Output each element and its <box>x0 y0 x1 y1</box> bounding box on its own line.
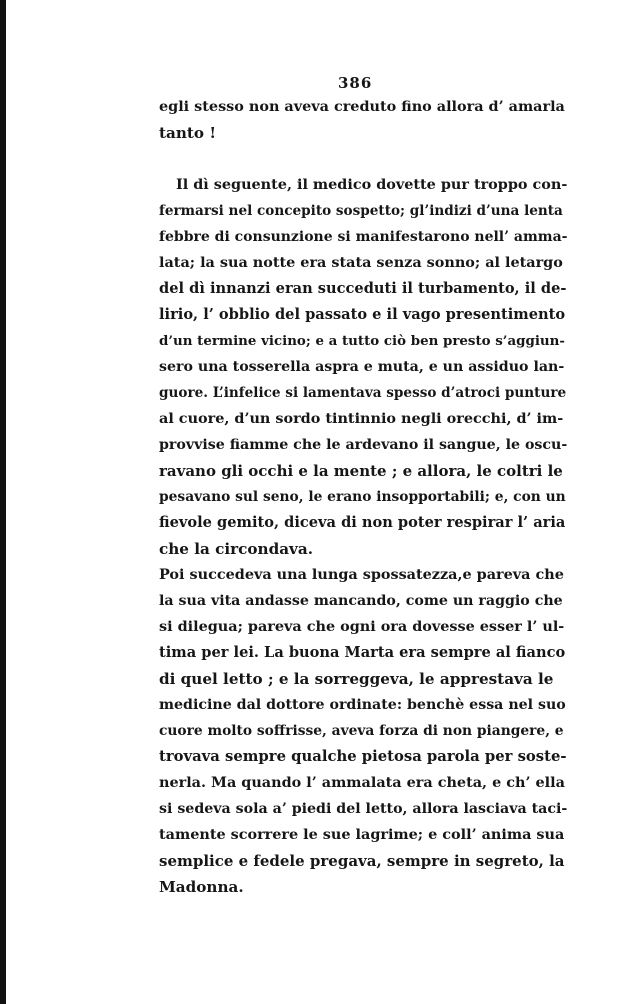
text-line: tima per lei. La buona Marta era sempre al fianco <box>159 644 566 661</box>
text-line: guore. L’infelice si lamentava spesso d’atroci punture <box>159 385 567 401</box>
text-line: del dì innanzi eran succeduti il turbamento, il de- <box>159 280 567 297</box>
text-line: d’un termine vicino; e a tutto ciò ben presto s’aggiun- <box>159 333 565 349</box>
text-line: ravano gli occhi e la mente ; e allora, le coltri le <box>159 462 563 480</box>
text-line: al cuore, d’un sordo tintinnio negli orecchi, d’ im- <box>159 410 564 427</box>
text-line: la sua vita andasse mancando, come un raggio che <box>159 593 563 609</box>
text-line: che la circondava. <box>159 540 313 558</box>
text-line: fermarsi nel concepito sospetto; gl’indizi d’una lenta <box>159 203 563 219</box>
text-line: di quel letto ; e la sorreggeva, le apprestava le <box>159 670 554 688</box>
text-line: Il dì seguente, il medico dovette pur troppo con- <box>176 176 568 193</box>
text-line: Poi succedeva una lunga spossatezza,e pareva che <box>159 566 564 583</box>
text-line: semplice e fedele pregava, sempre in segreto, la <box>159 852 565 870</box>
text-line: si dilegua; pareva che ogni ora dovesse esser l’ ul- <box>159 618 565 635</box>
text-line: lirio, l’ obblio del passato e il vago presentimento <box>159 306 566 323</box>
text-line: provvise fiamme che le ardevano il sangue, le oscu- <box>159 437 568 453</box>
text-line: cuore molto soffrisse, aveva forza di non piangere, e <box>159 723 564 739</box>
text-line: tamente scorrere le sue lagrime; e coll’ anima sua <box>159 826 565 843</box>
text-line: medicine dal dottore ordinate: benchè essa nel suo <box>159 697 566 713</box>
text-line: sero una tosserella aspra e muta, e un assiduo lan- <box>159 359 565 375</box>
text-line: trovava sempre qualche pietosa parola per soste- <box>159 748 567 765</box>
text-line: pesavano sul seno, le erano insopportabili; e, con un <box>159 489 566 505</box>
text-line: lata; la sua notte era stata senza sonno; al letargo <box>159 254 563 271</box>
text-line: egli stesso non aveva creduto fino allora d’ amarla <box>159 98 565 115</box>
text-line: nerla. Ma quando l’ ammalata era cheta, e ch’ ella <box>159 774 565 791</box>
text-line: si sedeva sola a’ piedi del letto, allora lasciava taci- <box>159 801 568 817</box>
text-line: febbre di consunzione si manifestarono nell’ amma- <box>159 229 568 245</box>
text-line: tanto ! <box>159 124 216 142</box>
page-number: 386 <box>338 74 373 92</box>
text-line: Madonna. <box>159 878 244 896</box>
text-line: fievole gemito, diceva di non poter respirar l’ aria <box>159 514 566 531</box>
